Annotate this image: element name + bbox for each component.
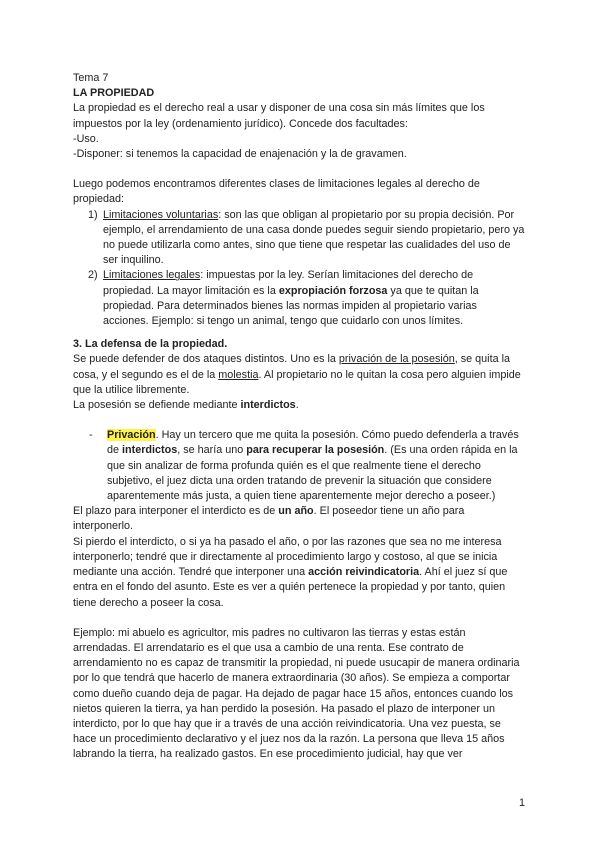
highlight-privacion: Privación [107,429,156,442]
facultad-uso: -Uso. [73,132,99,145]
document-title: LA PROPIEDAD [73,87,155,100]
limits-list [73,208,525,330]
plazo-paragraph: El plazo para interponer el interdicto es de un año. El poseedor tiene un año para interponerlo. [73,505,465,533]
term-limitaciones-voluntarias: Limitaciones voluntarias [103,208,219,221]
topic-label: Tema 7 [73,72,109,84]
intro-paragraph: La propiedad es el derecho real a usar y disponer de una cosa sin más límites que los impuestos por la ley (ordenamiento jurídico). Concede dos facultades: [73,102,485,130]
example-paragraph: Ejemplo: mi abuelo es agricultor, mis padres no cultivaron las tierras y estas están arrendadas. El arrendatario es el que usa a cambio de una renta. Ese contrato de arrendamiento no es capaz de transmitir la propiedad, ni puede usucapir de manera ordinaria por lo que tendrá que hacerlo de manera extraordinaria (30 años). Se empieza a comportar como dueño cuando deja de pagar. Ha dejado de pagar hace 15 años, entonces cuando los nietos quieren la tierra, ya han perdido la posesión. Ha pasado el plazo de interponer un interdicto, por lo que hay que ir a través de una acción reivindicatoria. Una vez puesta, se hace un procedimiento declarativo y el juez nos da la razón. La persona que lleva 15 años labrando la tierra, ha realizado gastos. En ese procedimiento judicial, hay que ver [73,626,520,761]
defense-paragraph: Se puede defender de dos ataques distintos. Uno es la privación de la posesión, se quita la cosa, y el segundo es el de la molestia. Al propietario no le quitan la cosa pero alguien impide que la utilice libremente. [73,353,521,396]
interdictos-paragraph: La posesión se defiende mediante interdictos. [73,399,299,412]
term-molestia: molestia [218,368,259,381]
term-privacion-posesion: privación de la posesión [338,353,455,366]
list-item: 1) Limitaciones voluntarias: son las que obligan al propietario por su propia decisión. Por ejemplo, el arrendamiento de una casa donde puedes seguir siendo propietario, pero ya no puede utilizarla como antes, sino que tiene que respetar las cualidades del uso de ser inquilino. [88,208,525,267]
term-expropiacion: expropiación forzosa [278,284,388,297]
page-number: 1 [518,797,525,809]
limits-intro: Luego podemos encontramos diferentes clases de limitaciones legales al derecho de propiedad: [73,178,480,206]
term-limitaciones-legales: Limitaciones legales [103,269,201,282]
facultad-disponer: -Disponer: si tenemos la capacidad de enajenación y la de gravamen. [73,148,407,161]
list-item: - Privación. Hay un tercero que me quita la posesión. Cómo puedo defenderla a través de interdictos, se haría uno para recuperar la posesión. (Es una orden rápida en la que sin analizar de forma profunda quién es el que realmente tiene el derecho subjetivo, el juez dicta una orden tratando de prevenir la situación que considere aparentemente más justa, a quien tiene aparentemente mejor derecho a poseer.) [89,429,519,503]
section-heading: 3. La defensa de la propiedad. [73,338,228,351]
list-item: 2) Limitaciones legales: impuestas por la ley. Serían limitaciones del derecho de propiedad. La mayor limitación es la expropiación forzosa ya que te quitan la propiedad. Para determinados bienes las normas impiden al propietario varias acciones. Ejemplo: si tengo un animal, tengo que cuidarlo con unos límites. [88,269,479,328]
accion-paragraph: Si pierdo el interdicto, o si ya ha pasado el año, o por las razones que sea no me interesa interponerlo; tendré que ir directamente al procedimiento largo y costoso, al que se inicia mediante una acción. Tendré que interponer una acción reivindicatoria. Ahí el juez sí que entra en el fondo del asunto. Este es ver a quién pertenece la propiedad y por tanto, quien tiene derecho a poseer la cosa. [73,535,508,609]
privacion-list [73,428,525,504]
document-page [73,71,525,763]
